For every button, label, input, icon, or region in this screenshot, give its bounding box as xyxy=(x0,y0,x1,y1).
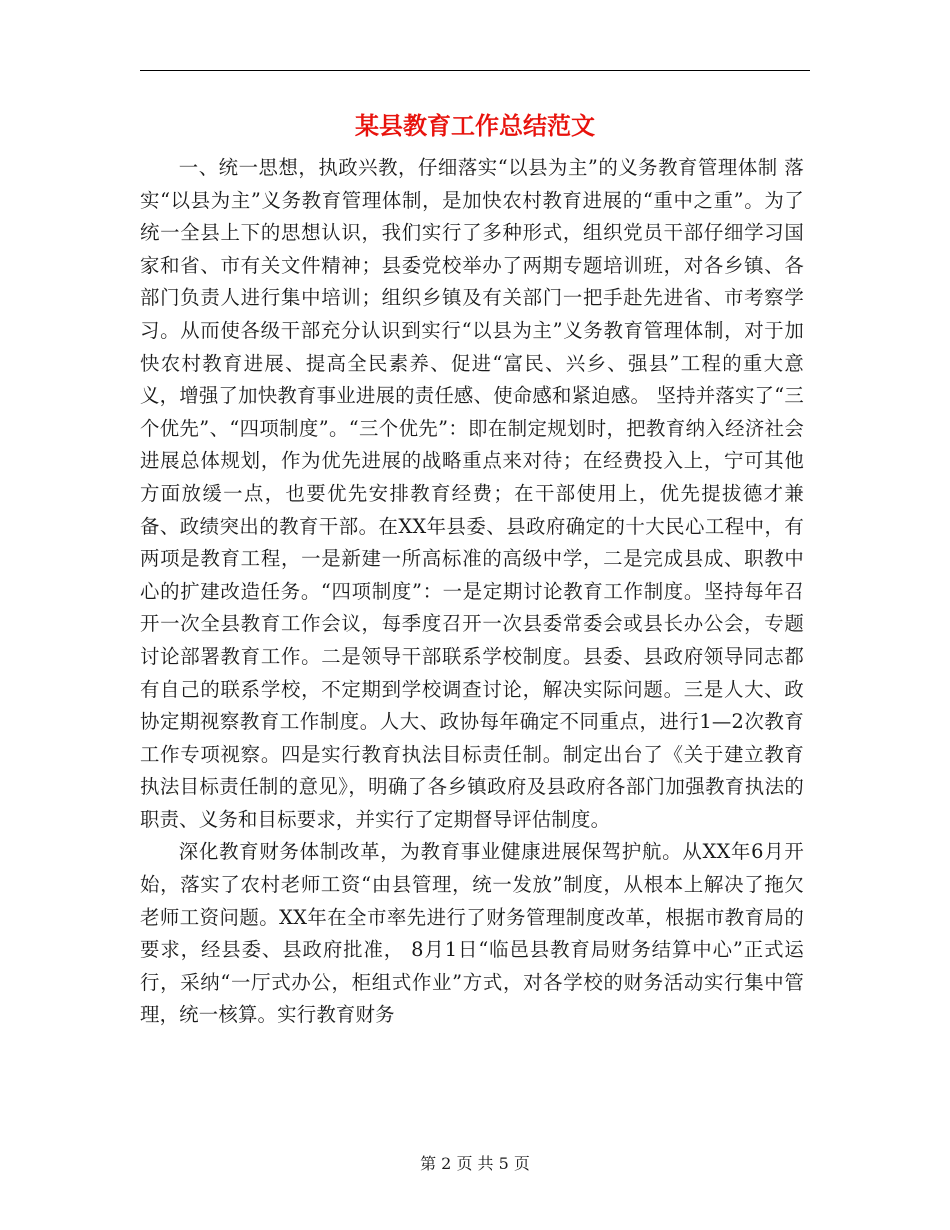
document-title: 某县教育工作总结范文 xyxy=(355,111,595,140)
header-rule xyxy=(140,70,810,71)
body-paragraph-1: 一、统一思想，执政兴教，仔细落实“以县为主”的义务教育管理体制 落实“以县为主”义务教育管理体制，是加快农村教育进展的“重中之重”。为了统一全县上下的思想认识，我们实行了多种形式，组织党员干部仔细学习国家和省、市有关文件精神；县委党校举办了两期专题培训班，对各乡镇、各部门负责人进行集中培训；组织乡镇及有关部门一把手赴先进省、市考察学习。从而使各级干部充分认识到实行“以县为主”义务教育管理体制，对于加快农村教育进展、提高全民素养、促进“富民、兴乡、强县”工程的重大意义，增强了加快教育事业进展的责任感、使命感和紧迫感。 坚持并落实了“三个优先”、“四项制度”。“三个优先”：即在制定规划时，把教育纳入经济社会进展总体规划，作为优先进展的战略重点来对待；在经费投入上，宁可其他方面放缓一点，也要优先安排教育经费；在干部使用上，优先提拔德才兼备、政绩突出的教育干部。在XX年县委、县政府确定的十大民心工程中，有两项是教育工程，一是新建一所高标准的高级中学，二是完成县成、职教中心的扩建改造任务。“四项制度”：一是定期讨论教育工作制度。坚持每年召开一次全县教育工作会议，每季度召开一次县委常委会或县长办公会，专题讨论部署教育工作。二是领导干部联系学校制度。县委、县政府领导同志都有自己的联系学校，不定期到学校调查讨论，解决实际问题。三是人大、政协定期视察教育工作制度。人大、政协每年确定不同重点，进行1—2次教育工作专项视察。四是实行教育执法目标责任制。制定出台了《关于建立教育执法目标责任制的意见》，明确了各乡镇政府及县政府各部门加强教育执法的职责、义务和目标要求，并实行了定期督导评估制度。 xyxy=(140,156,804,831)
page-number-footer: 第 2 页 共 5 页 xyxy=(420,1154,530,1173)
body-paragraph-2: 深化教育财务体制改革，为教育事业健康进展保驾护航。从XX年6月开始，落实了农村老师工资“由县管理，统一发放”制度，从根本上解决了拖欠老师工资问题。XX年在全市率先进行了财务管理制度改革，根据市教育局的要求，经县委、县政府批准， 8月1日“临邑县教育局财务结算中心”正式运行，采纳“一厅式办公，柜组式作业”方式，对各学校的财务活动实行集中管理，统一核算。实行教育财务 xyxy=(140,840,804,1027)
document-body xyxy=(140,152,804,1032)
